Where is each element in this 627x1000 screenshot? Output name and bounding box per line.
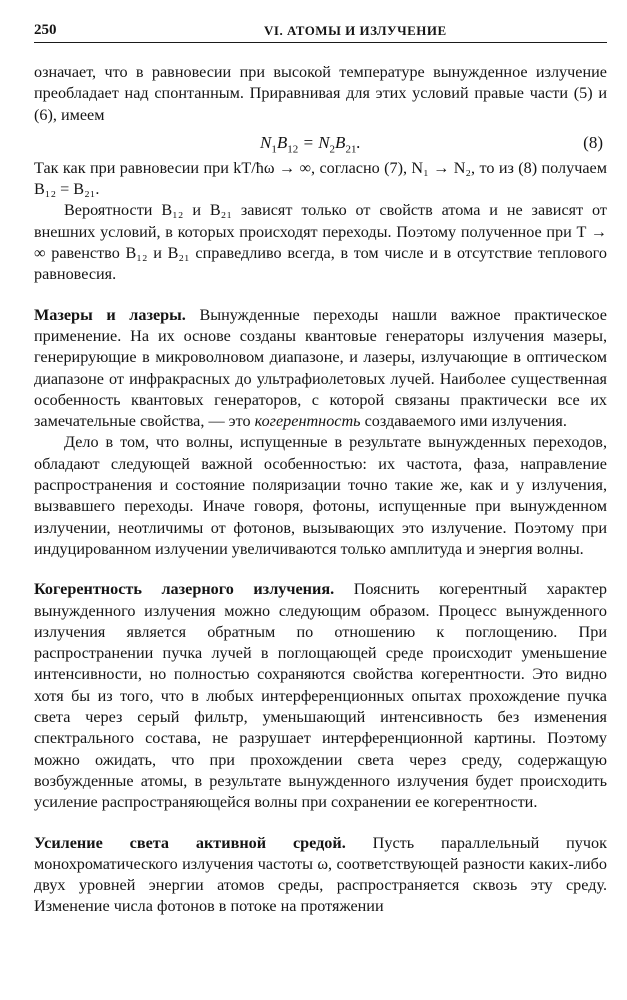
section-laser-coherence: Когерентность лазерного излучения. Пояснить когерентный характер вынужденного излучения можно следующим образом. Процесс вынужденного излучения является обратным по отношению к поглощению. При распространении пучка лучей в поглощающей среде происходит уменьшение интенсивности, но полностью сохраняются свойства когерентности. Это видно хотя бы из того, что в любых интерференционных опытах прохождение пучка света через серый фильтр, уменьшающий интенсивность без изменения спектрального состава, не разрушает интерференционной картины. Поэтому можно ожидать, что при прохождении света через среду, содержащую возбужденные атомы, в результате вынужденного излучения будет происходить усиление распространяющейся волны при сохранении ее когерентности.: [34, 580, 607, 812]
page-body: [34, 62, 607, 918]
section-title-masers: Мазеры и лазеры.: [34, 305, 186, 324]
section-title-amplification: Усиление света активной средой.: [34, 833, 346, 852]
page-number: 250: [34, 22, 57, 38]
paragraph-stimulated-waves: Дело в том, что волны, испущенные в результате вынужденных переходов, обладают следующей важной особенностью: их частота, фаза, направление распространения и состояние поляризации точно такие же, как и у излучения, вызвавшего переходы. Иначе говоря, фотоны, испущенные при вынужденном излучении, неотличимы от фотонов, вызывающих это излучение. Поэтому при индуцированном излучении увеличиваются только амплитуда и энергия волны.: [34, 433, 607, 558]
section-masers-lasers: Мазеры и лазеры. Вынужденные переходы нашли важное практическое применение. На их основе созданы квантовые генераторы излучения мазеры, генерирующие в микроволновом диапазоне, и лазеры, излучающие в оптическом диапазоне от инфракрасных до ультрафиолетовых лучей. Наиболее существенная особенность квантовых генераторов, с которой связаны практически все их замечательные свойства, — это когерентность создаваемого ими излучения.: [34, 305, 607, 431]
section-title-coherence: Когерентность лазерного излучения.: [34, 580, 335, 599]
section-light-amplification: Усиление света активной средой. Пусть параллельный пучок монохроматического излучения частоты ω, соответствующей разности каких-либо двух уровней энергии атомов среды, распространяется сквозь эту среду. Изменение числа фотонов в потоке на протяжении: [34, 833, 607, 916]
emphasis-coherence: когерентность: [254, 412, 361, 431]
equation-8: [34, 126, 607, 158]
equation-number: (8): [583, 132, 603, 152]
paragraph-continuation: означает, что в равновесии при высокой температуре вынужденное излучение преобладает над спонтанным. Приравнивая для этих условий правые части (5) и (6), имеем: [34, 63, 607, 124]
page-header: [34, 20, 607, 43]
paragraph-probabilities: Вероятности B₁₂ и B₂₁ зависят только от свойств атома и не зависят от внешних условий, в которых происходят переходы. Поэтому полученное при T → ∞ равенство B₁₂ и B₂₁ справедливо всегда, в том числе и в отсутствие теплового равновесия.: [34, 201, 607, 284]
running-head: VI. АТОМЫ И ИЗЛУЧЕНИЕ: [264, 23, 447, 38]
equation-formula: $N_1B_{12} = N_2B_{21}$.: [260, 132, 361, 156]
paragraph-equality: Так как при равновесии при kT/ħω → ∞, согласно (7), N₁ → N₂, то из (8) получаем B₁₂ = B₂₁.: [34, 158, 607, 199]
